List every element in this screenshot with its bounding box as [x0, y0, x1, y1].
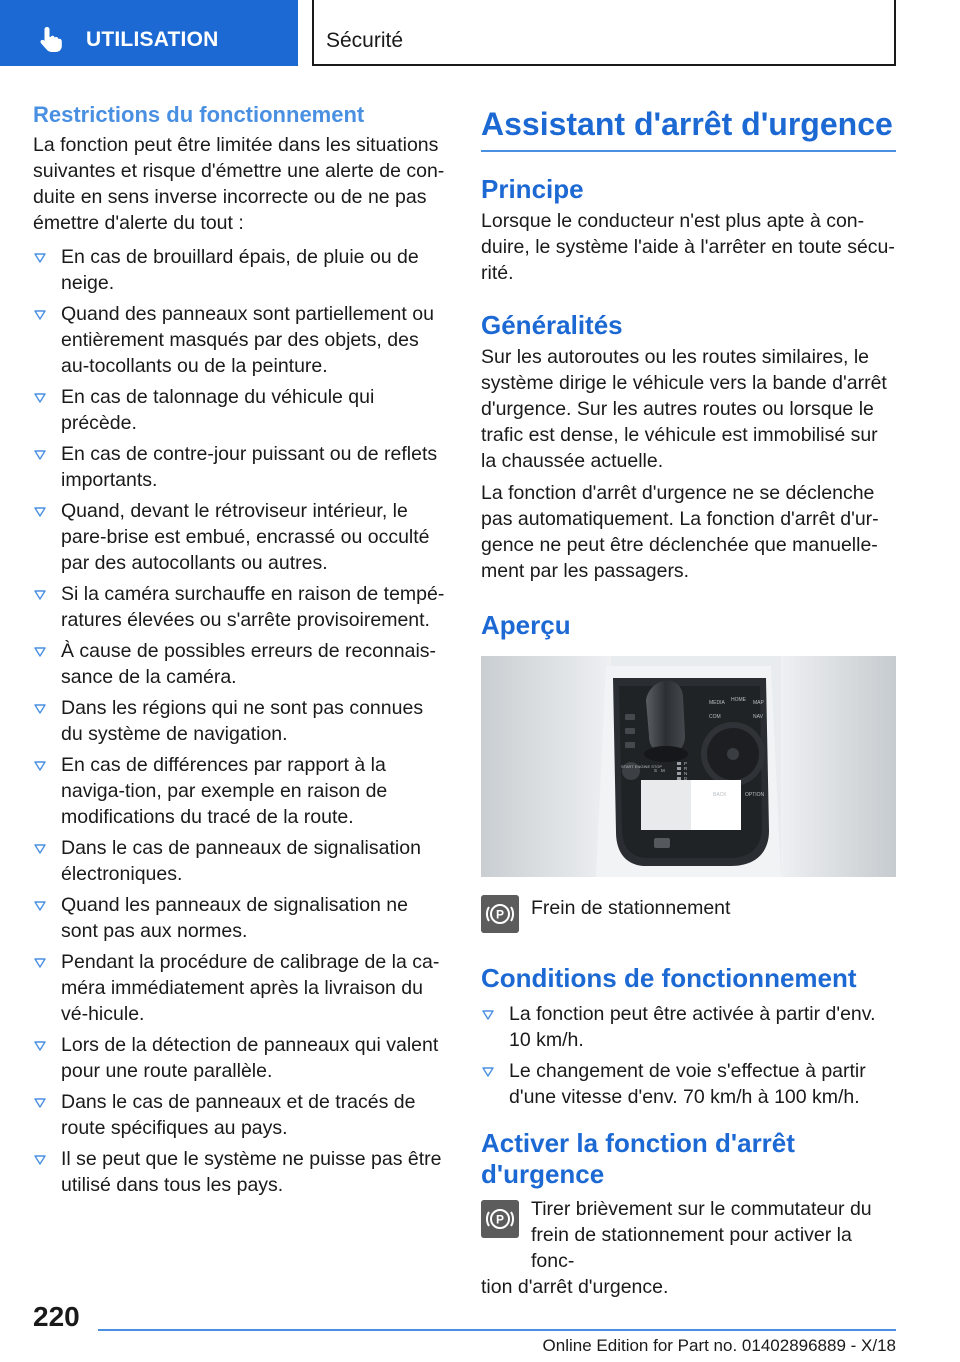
option-label: OPTION — [745, 792, 765, 798]
com-label: COM — [709, 714, 721, 720]
generalites-paragraph-1: Sur les autoroutes ou les routes similaires, le système dirige le véhicule vers la bande d'arrêt d'urgence. Sur les autres routes ou lorsque le trafic est dense, le véhicule est immobilisé sur la chaussée actuelle. — [481, 346, 887, 472]
activate-text-line-2: frein de stationnement pour activer la fonc- — [531, 1224, 852, 1272]
bullet-triangle-icon — [34, 507, 46, 517]
principe-text: Lorsque le conducteur n'est plus apte à con-duire, le système l'aide à l'arrêter en toute sécu-rité. — [481, 210, 895, 284]
hand-pointer-icon — [36, 24, 66, 54]
bullet-triangle-icon — [34, 1155, 46, 1165]
bullet-triangle-icon — [34, 310, 46, 320]
restriction-item-text: Quand des panneaux sont partiellement ou entièrement masqués par des objets, des au-tocollants ou de la peinture. — [61, 303, 434, 377]
activate-text-line-1: Tirer brièvement sur le commutateur du — [531, 1198, 872, 1220]
bullet-triangle-icon — [482, 1010, 494, 1020]
center-console-illustration — [481, 656, 896, 877]
chapter-tab[interactable] — [0, 0, 298, 66]
bullet-triangle-icon — [34, 647, 46, 657]
chapter-label: UTILISATION — [86, 28, 219, 51]
bullet-triangle-icon — [34, 761, 46, 771]
parking-brake-switch-icon — [481, 1200, 519, 1238]
restriction-item — [33, 638, 448, 690]
back-label: BACK — [713, 792, 727, 798]
bullet-triangle-icon — [34, 1098, 46, 1108]
generalites-paragraph-2: La fonction d'arrêt d'urgence ne se déclenche pas automatiquement. La fonction d'arrêt d'ur-gence ne peut être déclenchée que manuelle-ment par les passagers. — [481, 482, 879, 582]
restriction-item-text: Dans les régions qui ne sont pas connues du système de navigation. — [61, 697, 424, 745]
restriction-item — [33, 949, 448, 1027]
center-console-photo — [481, 656, 896, 877]
edition-note: Online Edition for Part no. 01402896889 - X/18 — [542, 1336, 896, 1355]
page-number: 220 — [33, 1301, 80, 1332]
nav-label: NAV — [753, 714, 763, 720]
condition-item — [481, 1001, 896, 1053]
bullet-triangle-icon — [34, 844, 46, 854]
restriction-item — [33, 244, 448, 296]
svg-text:P: P — [495, 907, 505, 922]
restriction-item-text: En cas de talonnage du véhicule qui précède. — [61, 386, 375, 434]
media-label: MEDIA — [709, 700, 725, 706]
restriction-item-text: Il se peut que le système ne puisse pas être utilisé dans tous les pays. — [61, 1148, 442, 1196]
restriction-item-text: Quand, devant le rétroviseur intérieur, le pare-brise est embué, encrassé ou occulté par des autocollants ou autres. — [61, 500, 430, 574]
restriction-item-text: Lors de la détection de panneaux qui valent pour une route parallèle. — [61, 1034, 439, 1082]
restriction-item — [33, 892, 448, 944]
apercu-heading: Aperçu — [481, 610, 571, 640]
section-tab[interactable] — [312, 0, 896, 66]
restriction-item — [33, 1032, 448, 1084]
section-label: Sécurité — [326, 29, 404, 52]
restriction-item-text: À cause de possibles erreurs de reconnais-sance de la caméra. — [61, 640, 437, 688]
restriction-item — [33, 1089, 448, 1141]
activate-instruction — [481, 1196, 896, 1300]
bullet-triangle-icon — [34, 590, 46, 600]
restriction-item-text: En cas de différences par rapport à la naviga-tion, par exemple en raison de modifications du tracé de la route. — [61, 754, 388, 828]
restriction-item — [33, 301, 448, 379]
bullet-triangle-icon — [34, 958, 46, 968]
bullet-triangle-icon — [34, 704, 46, 714]
bullet-triangle-icon — [34, 1041, 46, 1051]
restriction-item-text: En cas de contre-jour puissant ou de reflets importants. — [61, 443, 438, 491]
restriction-item-text: Pendant la procédure de calibrage de la ca-méra immédiatement après la livraison du vé-hicule. — [61, 951, 440, 1025]
parking-brake-caption: Frein de stationnement — [531, 897, 731, 919]
bullet-triangle-icon — [34, 450, 46, 460]
restriction-item-text: Dans le cas de panneaux de signalisation électroniques. — [61, 837, 421, 885]
parking-brake-icon — [481, 895, 519, 933]
bullet-triangle-icon — [482, 1067, 494, 1077]
restriction-item — [33, 581, 448, 633]
restriction-item — [33, 835, 448, 887]
restriction-item-text: En cas de brouillard épais, de pluie ou de neige. — [61, 246, 419, 294]
home-label: HOME — [731, 697, 746, 703]
bullet-triangle-icon — [34, 253, 46, 263]
parking-brake-legend — [481, 895, 896, 939]
page-header — [0, 0, 960, 66]
gear-m-label: M — [661, 768, 665, 773]
restriction-item-text: Si la caméra surchauffe en raison de tempé-ratures élevées ou s'arrête provisoirement. — [61, 583, 445, 631]
bullet-triangle-icon — [34, 901, 46, 911]
restriction-item — [33, 1146, 448, 1198]
gear-s-label: S — [654, 768, 658, 773]
restriction-item — [33, 384, 448, 436]
restrictions-intro: La fonction peut être limitée dans les situations suivantes et risque d'émettre une alerte de con-duite en sens inverse incorrecte ou de ne pas émettre d'alerte du tout : — [33, 134, 445, 234]
activate-heading: Activer la fonction d'arrêt d'urgence — [481, 1128, 795, 1189]
restrictions-list — [33, 244, 448, 1198]
principe-heading: Principe — [481, 174, 584, 204]
map-label: MAP — [753, 700, 764, 706]
restriction-item — [33, 441, 448, 493]
right-column — [481, 100, 896, 1300]
footer-divider — [98, 1329, 896, 1331]
section-title: Assistant d'arrêt d'urgence — [481, 102, 896, 152]
start-label: START ENGINE STOP — [621, 764, 663, 769]
gear-r-label: R — [684, 766, 688, 771]
condition-item-text: Le changement de voie s'effectue à partir d'une vitesse d'env. 70 km/h à 100 km/h. — [509, 1060, 866, 1108]
bullet-triangle-icon — [34, 393, 46, 403]
conditions-list — [481, 1001, 896, 1110]
restrictions-heading: Restrictions du fonctionnement — [33, 102, 365, 127]
svg-text:P: P — [495, 1212, 505, 1227]
condition-item — [481, 1058, 896, 1110]
condition-item-text: La fonction peut être activée à partir d'env. 10 km/h. — [509, 1003, 876, 1051]
restriction-item-text: Quand les panneaux de signalisation ne sont pas aux normes. — [61, 894, 408, 942]
generalites-heading: Généralités — [481, 310, 623, 340]
gear-d-label: D — [684, 776, 688, 781]
left-column — [33, 100, 448, 1203]
restriction-item — [33, 498, 448, 576]
restriction-item — [33, 752, 448, 830]
activate-text-line-3: tion d'arrêt d'urgence. — [481, 1276, 669, 1298]
conditions-heading: Conditions de fonctionnement — [481, 963, 857, 993]
gear-p-label: P — [684, 761, 688, 766]
restriction-item-text: Dans le cas de panneaux et de tracés de route spécifiques au pays. — [61, 1091, 416, 1139]
restriction-item — [33, 695, 448, 747]
gear-n-label: N — [684, 771, 688, 776]
